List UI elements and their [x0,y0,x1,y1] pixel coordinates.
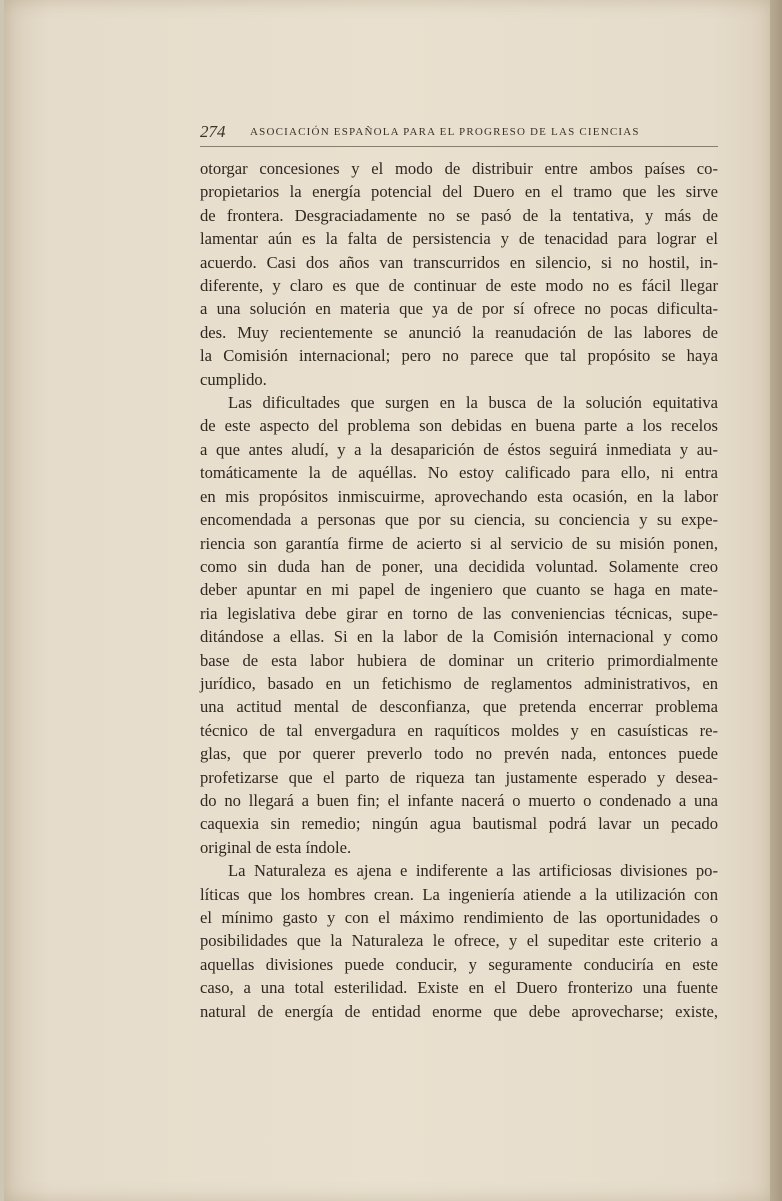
text-line: lamentar aún es la falta de persistencia y de tenacidad para lograr el [200,229,718,249]
text-line: otorgar concesiones y el modo de distribuir entre ambos países co- [200,159,718,178]
text-line: des. Muy recientemente se anunció la reanudación de las labores de [200,322,718,342]
text-line: de frontera. Desgraciadamente no se pasó de la tentativa, y más de [200,205,718,225]
text-line: diferente, y claro es que de continuar de este modo no es fácil llegar [200,276,718,296]
body-text [200,157,718,1023]
text-line: riencia son garantía firme de acierto si al servicio de su misión ponen, [200,533,718,553]
text-line: caso, a una total esterilidad. Existe en el Duero fronterizo una fuente [200,978,718,998]
text-line: el mínimo gasto y con el máximo rendimiento de las oportunidades o [200,908,718,927]
text-line: tomáticamente la de aquéllas. No estoy calificado para ello, ni entra [200,463,718,483]
text-line: natural de energía de entidad enorme que debe aprovecharse; existe, [200,1001,718,1021]
text-line: ditándose a ellas. Si en la labor de la Comisión internacional y como [200,627,718,647]
text-line: líticas que los hombres crean. La ingeniería atiende a la utilización con [200,884,718,904]
page-edge [770,0,782,1201]
paragraph-3 [200,859,718,1023]
text-line: do no llegará a buen fin; el infante nacerá o muerto o condenado a una [200,790,718,810]
text-line: deber apuntar en mi papel de ingeniero que cuanto se haga en mate- [200,580,718,600]
book-page [4,0,772,1201]
text-line: jurídico, basado en un fetichismo de reglamentos administrativos, en [200,673,718,693]
page-header [200,122,718,147]
text-line: profetizarse que el parto de riqueza tan justamente esperado y desea- [200,767,718,787]
text-line: acuerdo. Casi dos años van transcurridos en silencio, si no hostil, in- [200,252,718,272]
text-line: glas, que por querer preverlo todo no prevén nada, entonces puede [200,744,718,764]
text-line: base de esta labor hubiera de dominar un criterio primordialmente [200,650,718,670]
text-line: caquexia sin remedio; ningún agua bautismal podrá lavar un pecado [200,814,718,834]
paragraph-1 [200,157,718,391]
text-line: la Comisión internacional; pero no parece que tal propósito se haya [200,346,718,366]
text-line: ria legislativa debe girar en torno de las conveniencias técnicas, supe- [200,603,718,623]
running-head: ASOCIACIÓN ESPAÑOLA PARA EL PROGRESO DE LAS CIENCIAS [250,126,640,138]
text-line: original de esta índole. [200,837,352,857]
text-line: aquellas divisiones puede conducir, y seguramente conduciría en este [200,954,718,974]
text-line: en mis propósitos inmiscuirme, aprovechando esta ocasión, en la labor [200,486,718,506]
text-line: a una solución en materia que ya de por sí ofrece no pocas dificulta- [200,299,718,319]
text-line: Las dificultades que surgen en la busca de la solución equitativa [228,393,718,413]
text-line: una actitud mental de desconfianza, que pretenda encerrar problema [200,697,718,717]
text-line: a que antes aludí, y a la desaparición de éstos seguirá inmediata y au- [200,439,718,459]
text-line: La Naturaleza es ajena e indiferente a las artificiosas divisiones po- [228,861,718,881]
text-line: cumplido. [200,369,267,389]
text-line: propietarios la energía potencial del Duero en el tramo que les sirve [200,182,718,202]
text-line: técnico de tal envergadura en raquíticos moldes y en casuísticas re- [200,720,718,740]
text-line: de este aspecto del problema son debidas en buena parte a los recelos [200,416,718,436]
paragraph-2 [200,391,718,859]
page-number: 274 [200,122,226,141]
text-line: posibilidades que la Naturaleza le ofrece, y el supeditar este criterio a [200,931,718,951]
text-line: como sin duda han de poner, una decidida voluntad. Solamente creo [200,556,718,576]
text-line: encomendada a personas que por su ciencia, su conciencia y su expe- [200,510,718,530]
